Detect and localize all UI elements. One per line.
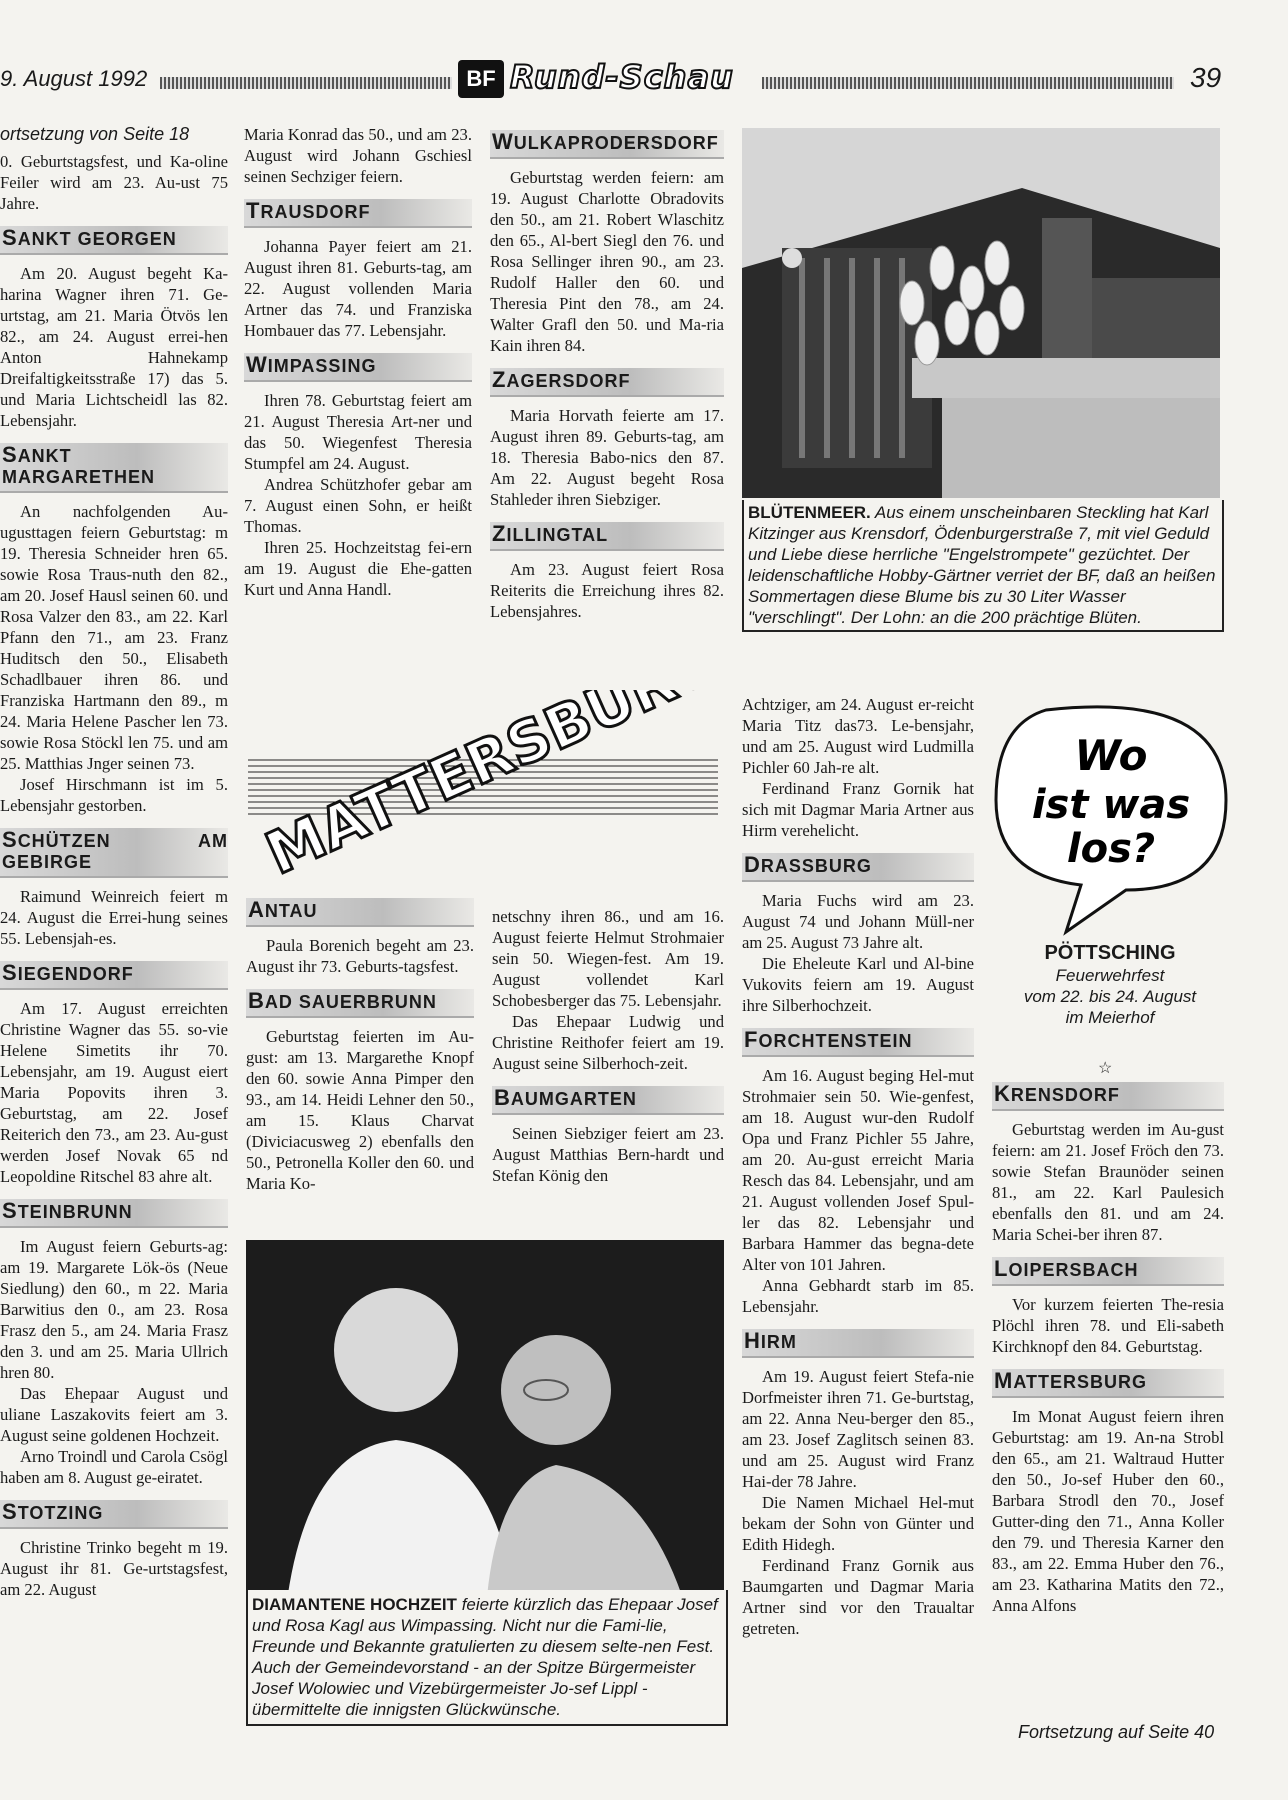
article-text: Das Ehepaar Ludwig und Christine Reithofer feiert am 19. August seine Silberhoch-zeit. bbox=[492, 1012, 724, 1073]
article-text: Vor kurzem feierten The-resia Plöchl ihren 78. und Eli-sabeth Kirchknopf den 84. Geburtstag. bbox=[992, 1295, 1224, 1356]
caption-heading: BLÜTENMEER. bbox=[748, 503, 871, 522]
article-text: Geburtstag werden im Au-gust feiern: am 21. Josef Fröch den 73. sowie Stefan Braunöder seinen 81., am 22. Karl Paulesich ebenfalls den 81. und am 24. Maria Schei-ber ihren 87. bbox=[992, 1120, 1224, 1244]
section-heading: KRENSDORF bbox=[992, 1082, 1224, 1111]
article-text: Ferdinand Franz Gornik aus Baumgarten und Dagmar Maria Artner sind vor den Traualtar getreten. bbox=[742, 1556, 974, 1638]
article-text: An nachfolgenden Au-ugusttagen feiern Geburtstag: m 19. Theresia Schneider hren 65. sowie Rosa Traus-nuth den 82., am 20. Josef Hausl seinen 60. und Rosa Valzer den 83., am 22. Karl Pfann den 71., am 23. Franz Huditsch den 50., Elisabeth Schadlbauer ihren 86. und Franziska Hartmann den 89., m 24. Maria Helene Pascher len 73. sowie Rosa Stöckl len 75. und am 25. Matthias Jnger seinen 73. bbox=[0, 502, 228, 773]
article-text: Am 16. August beging Hel-mut Strohmaier sein 50. Wie-genfest, am 18. August wur-den Rudolf Opa und Franz Pichler 55 Jahre, am 20. Au-gust erreicht Maria Resch das 84. Lebensjahr, und am 21. August vollenden Josef Spul-ler das 82. Lebensjahr und Barbara Hammer das begna-dete Alter von 101 Jahren. bbox=[742, 1066, 974, 1274]
flower-photo-illustration bbox=[742, 128, 1220, 498]
couple-photo-illustration bbox=[246, 1240, 724, 1608]
article-text: Im Monat August feiern ihren Geburtstag: am 19. An-na Strobl den 65., am 21. Waltraud Hutter den 50., Jo-sef Huber den 60., Barbara Strodl den 70., Josef Gutter-ding den 71., Anna Koller den 79. und Theresia Karner den 83., am 22. Emma Huber den 76., am 23. Katharina Matits den 72., Anna Alfons bbox=[992, 1407, 1224, 1615]
mattersburg-column-b bbox=[492, 906, 724, 1186]
bubble-line-2: ist was bbox=[1031, 782, 1191, 828]
section-heading: ANTAU bbox=[246, 898, 474, 927]
section-heading: ZILLINGTAL bbox=[490, 522, 724, 551]
section-heading: BAUMGARTEN bbox=[492, 1086, 724, 1115]
caption-text: Aus einem unscheinbaren Steckling hat Karl Kitzinger aus Krensdorf, Ödenburgerstraße 7, mit viel Geduld und Liebe diese herrliche "Engelstrompete" gezüchtet. Der leidenschaftliche Hobby-Gärtner verriet der BF, daß an heißen Sommertagen diese Blume bis zu 30 Liter Wasser "verschlingt". Der Lohn: an die 200 prächtige Blüten. bbox=[748, 503, 1216, 627]
section-heading: WULKAPRODERSDORF bbox=[490, 130, 724, 159]
article-text: Maria Horvath feierte am 17. August ihren 89. Geburts-tag, am 18. Theresia Babo-nics den 87. Am 22. August begeht Rosa Stahleder ihren Siebziger. bbox=[490, 406, 724, 509]
region-banner bbox=[248, 690, 718, 890]
article-text: Die Eheleute Karl und Al-bine Vukovits feiern am 19. August ihre Silberhochzeit. bbox=[742, 954, 974, 1015]
article-text: Maria Konrad das 50., und am 23. August wird Johann Gschiesl seinen Sechziger feiern. bbox=[244, 125, 472, 186]
article-text: Andrea Schützhofer gebar am 7. August einen Sohn, er heißt Thomas. bbox=[244, 475, 472, 536]
article-text: Die Namen Michael Hel-mut bekam der Sohn von Günter und Edith Hidegh. bbox=[742, 1493, 974, 1554]
event-line: Feuerwehrfest bbox=[1055, 966, 1165, 985]
section-heading: LOIPERSBACH bbox=[992, 1257, 1224, 1286]
article-text: Anna Gebhardt starb im 85. Lebensjahr. bbox=[742, 1276, 974, 1316]
header-rule-left bbox=[160, 77, 452, 89]
column-4 bbox=[742, 694, 974, 1639]
section-heading: WIMPASSING bbox=[244, 353, 472, 382]
caption-text: feierte kürzlich das Ehepaar Josef und Rosa Kagl aus Wimpassing. Nicht nur die Fami-lie, Freunde und Bekannte gratulierten zu diesem selte-nen Fest. Auch der Gemeindevorstand - an der Spitze Bürgermeister Josef Wolowiec und Vizebürgermeister Jo-sef Lippl - übermittelte die innigsten Glückwünsche. bbox=[252, 1595, 718, 1719]
article-text: Am 23. August feiert Rosa Reiterits die Erreichung ihres 82. Lebensjahres. bbox=[490, 560, 724, 621]
article-text: Geburtstag feierten im Au-gust: am 13. Margarethe Knopf den 60. sowie Anna Pimper den 93., am 14. Heidi Lehner den 50., am 15. Klaus Charvat (Diviciacusweg 2) ebenfalls den 50., Petronella Koller den 60. und Maria Ko- bbox=[246, 1027, 474, 1193]
page-header bbox=[0, 58, 1288, 104]
section-heading: SANKT MARGARETHEN bbox=[0, 443, 228, 493]
article-text: Paula Borenich begeht am 23. August ihr 73. Geburts-tagsfest. bbox=[246, 936, 474, 976]
article-text: Ihren 78. Geburtstag feiert am 21. August Theresia Art-ner und das 50. Wiegenfest Theresia Stumpfel am 24. August. bbox=[244, 391, 472, 473]
column-3 bbox=[490, 124, 724, 622]
flower-photo bbox=[742, 128, 1220, 498]
article-text: Im August feiern Geburts-ag: am 19. Margarete Lök-ös (Neue Siedlung) den 60., m 22. Maria Barwitius den 0., am 23. Rosa Frasz den 5., am 24. Maria Frasz den 3. und am 25. Maria Ullrich hren 80. bbox=[0, 1237, 228, 1382]
bubble-line-3: los? bbox=[1066, 826, 1156, 872]
section-heading: ZAGERSDORF bbox=[490, 368, 724, 397]
article-text: Das Ehepaar August und uliane Laszakovits feiert am 3. August seine goldenen Hochzeit. bbox=[0, 1384, 228, 1445]
speech-bubble-graphic bbox=[986, 700, 1236, 940]
article-text: Raimund Weinreich feiert m 24. August die Errei-hung seines 55. Lebensjah-es. bbox=[0, 887, 228, 948]
article-text: Arno Troindl und Carola Csögl haben am 8. August ge-eiratet. bbox=[0, 1447, 228, 1487]
header-rule-right bbox=[762, 77, 1174, 89]
article-text: Seinen Siebziger feiert am 23. August Matthias Bern-hardt und Stefan König den bbox=[492, 1124, 724, 1185]
article-text: Johanna Payer feiert am 21. August ihren 81. Geburts-tag, am 22. August vollenden Maria Artner das 74. und Franziska Hombauer das 77. Lebensjahr. bbox=[244, 237, 472, 340]
article-text: Ihren 25. Hochzeitstag fei-ern am 19. August die Ehe-gatten Kurt und Anna Handl. bbox=[244, 538, 472, 599]
article-text: Achtziger, am 24. August er-reicht Maria Titz das73. Le-bensjahr, und am 25. August wird Ludmilla Pichler 60 Jah-re alt. bbox=[742, 695, 974, 777]
star-icon: ☆ bbox=[1098, 1060, 1113, 1077]
column-2 bbox=[244, 124, 472, 600]
section-heading: FORCHTENSTEIN bbox=[742, 1028, 974, 1057]
section-heading: SANKT GEORGEN bbox=[0, 226, 228, 255]
section-title: Rund-Schau bbox=[510, 58, 734, 96]
article-text: Josef Hirschmann ist im 5. Lebensjahr gestorben. bbox=[0, 775, 228, 815]
event-line: vom 22. bis 24. August bbox=[1023, 987, 1197, 1006]
article-text: Christine Trinko begeht m 19. August ihr 81. Ge-urtstagsfest, am 22. August bbox=[0, 1538, 228, 1599]
flower-photo-caption bbox=[742, 500, 1224, 632]
mattersburg-column-a bbox=[246, 898, 474, 1194]
event-notice bbox=[990, 942, 1230, 1028]
section-heading: STEINBRUNN bbox=[0, 1199, 228, 1228]
column-1 bbox=[0, 124, 228, 1600]
section-heading: HIRM bbox=[742, 1329, 974, 1358]
issue-date: 9. August 1992 bbox=[0, 66, 148, 91]
banner-graphic bbox=[248, 690, 718, 890]
section-heading: SIEGENDORF bbox=[0, 961, 228, 990]
section-heading: SCHÜTZEN AM GEBIRGE bbox=[0, 828, 228, 878]
column-5 bbox=[992, 1082, 1224, 1616]
caption-heading: DIAMANTENE HOCHZEIT bbox=[252, 1595, 457, 1614]
event-line: im Meierhof bbox=[1065, 1008, 1155, 1027]
speech-bubble bbox=[986, 700, 1236, 940]
continuation-footer: Fortsetzung auf Seite 40 bbox=[1018, 1722, 1215, 1742]
section-heading: DRASSBURG bbox=[742, 853, 974, 882]
section-heading: BAD SAUERBRUNN bbox=[246, 989, 474, 1018]
bf-logo: BF bbox=[458, 60, 504, 98]
event-title: PÖTTSCHING bbox=[1044, 942, 1176, 964]
article-text: Geburtstag werden feiern: am 19. August Charlotte Obradovits den 50., am 21. Robert Wlaschitz den 65., Al-bert Siegl den 76. und Rosa Sellinger ihren 90., am 23. Rudolf Haller den 60. und Theresia Pint den 78., am 24. Walter Grafl den 50. und Ma-ria Kain ihren 84. bbox=[490, 168, 724, 355]
continuation-note: ortsetzung von Seite 18 bbox=[0, 124, 190, 144]
article-text: 0. Geburtstagsfest, und Ka-oline Feiler wird am 23. Au-ust 75 Jahre. bbox=[0, 152, 228, 213]
section-heading: MATTERSBURG bbox=[992, 1369, 1224, 1398]
couple-photo bbox=[246, 1240, 724, 1608]
page-number: 39 bbox=[1190, 62, 1222, 93]
section-heading: STOTZING bbox=[0, 1500, 228, 1529]
article-text: Am 20. August begeht Ka-harina Wagner ihren 71. Ge-urtstag, am 21. Maria Ötvös len 82., am 24. August errei-hen Anton Hahnekamp Dreifaltigkeitsstraße 17) das 5. und Maria Lichtscheidl las 82. Lebensjahr. bbox=[0, 264, 228, 430]
bubble-line-1: Wo bbox=[1074, 731, 1148, 780]
article-text: Ferdinand Franz Gornik hat sich mit Dagmar Maria Artner aus Hirm verehelicht. bbox=[742, 779, 974, 840]
section-heading: TRAUSDORF bbox=[244, 199, 472, 228]
banner-title: MATTERSBURG bbox=[256, 690, 718, 888]
article-text: Maria Fuchs wird am 23. August 74 und Johann Müll-ner am 25. August 73 Jahre alt. bbox=[742, 891, 974, 952]
couple-photo-caption bbox=[246, 1590, 728, 1726]
article-text: Am 19. August feiert Stefa-nie Dorfmeister ihren 71. Ge-burtstag, am 22. Anna Neu-berger den 85., am 23. Josef Zaglitsch seinen 83. und am 25. August wird Franz Hai-der 78 Jahre. bbox=[742, 1367, 974, 1491]
article-text: netschny ihren 86., und am 16. August feierte Helmut Strohmaier sein 50. Wiegen-fest. Am 19. August vollendet Karl Schobesberger das 75. Lebensjahr. bbox=[492, 907, 724, 1010]
article-text: Am 17. August erreichten Christine Wagner das 55. so-vie Helene Simetits ihr 70. Lebensjahr, am 19. August eiert Maria Popovits ihren 3. Geburtstag, am 22. Josef Reiterich den 73., am 23. Au-gust werden Josef Novak 65 nd Leopoldine Ritschel 83 ahre alt. bbox=[0, 999, 228, 1186]
